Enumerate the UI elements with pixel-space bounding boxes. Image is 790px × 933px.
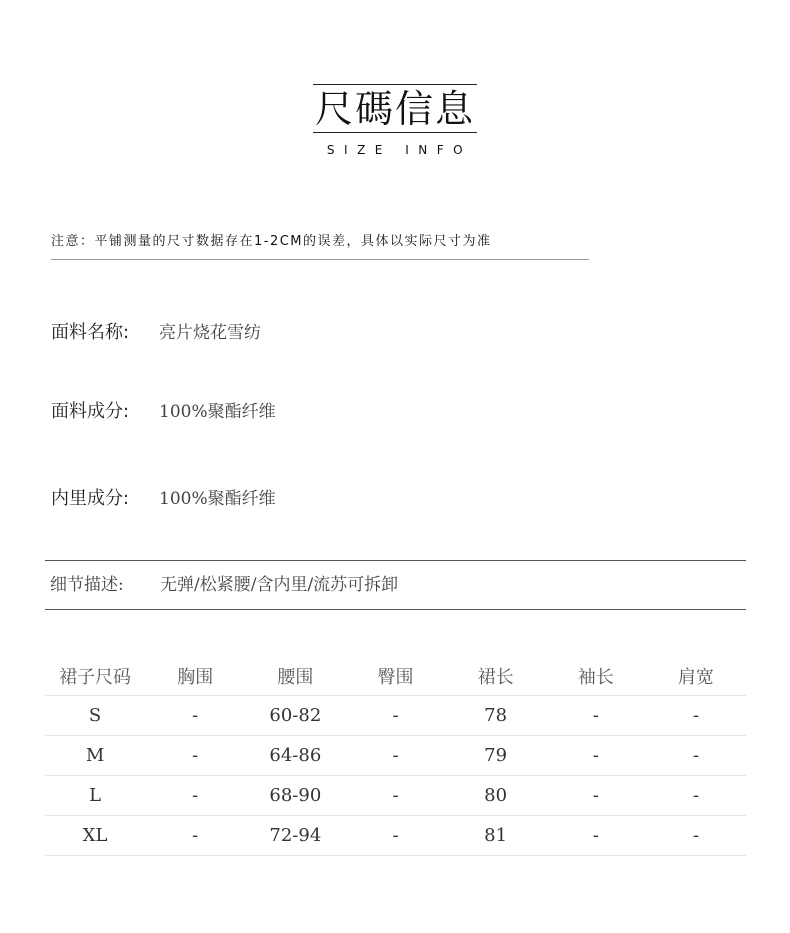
header-hip: 臀围 xyxy=(345,656,445,696)
title-bottom-rule xyxy=(313,132,477,133)
table-cell: 68-90 xyxy=(245,776,345,816)
table-cell: - xyxy=(145,736,245,776)
header-waist: 腰围 xyxy=(245,656,345,696)
table-cell: - xyxy=(646,816,746,856)
table-cell: L xyxy=(45,776,145,816)
size-table xyxy=(45,656,746,856)
table-row xyxy=(45,776,746,816)
spec-fabric-name xyxy=(51,318,261,344)
title-top-rule xyxy=(313,84,477,85)
table-cell: - xyxy=(145,776,245,816)
table-header-row xyxy=(45,656,746,696)
detail-description xyxy=(45,560,746,610)
table-cell: - xyxy=(546,736,646,776)
table-cell: 81 xyxy=(446,816,546,856)
table-cell: - xyxy=(145,816,245,856)
table-cell: - xyxy=(546,816,646,856)
spec-value: 亮片烧花雪纺 xyxy=(159,323,261,343)
table-row xyxy=(45,696,746,736)
spec-label: 面料名称: xyxy=(51,322,130,343)
table-cell: - xyxy=(546,776,646,816)
header-shoulder-width: 肩宽 xyxy=(646,656,746,696)
title-chinese: 尺碼信息 xyxy=(314,87,475,131)
table-cell: XL xyxy=(45,816,145,856)
table-cell: - xyxy=(646,696,746,736)
table-cell: 72-94 xyxy=(245,816,345,856)
spec-fabric-composition xyxy=(51,397,276,423)
spec-label: 内里成分: xyxy=(51,488,130,509)
table-cell: - xyxy=(646,736,746,776)
table-cell: - xyxy=(646,776,746,816)
spec-lining-composition xyxy=(51,484,276,510)
header-bust: 胸围 xyxy=(145,656,245,696)
table-cell: - xyxy=(145,696,245,736)
measurement-note: 注意：平铺测量的尺寸数据存在1-2CM的误差，具体以实际尺寸为准 xyxy=(51,230,589,260)
table-cell: 78 xyxy=(446,696,546,736)
header-skirt-length: 裙长 xyxy=(446,656,546,696)
table-row xyxy=(45,816,746,856)
detail-value: 无弹/松紧腰/含内里/流苏可拆卸 xyxy=(160,575,399,595)
spec-value: 100%聚酯纤维 xyxy=(159,402,276,422)
spec-label: 面料成分: xyxy=(51,401,130,422)
table-cell: M xyxy=(45,736,145,776)
section-title xyxy=(313,84,477,157)
title-english: SIZE INFO xyxy=(326,143,473,157)
table-cell: - xyxy=(546,696,646,736)
table-cell: - xyxy=(345,736,445,776)
table-cell: 80 xyxy=(446,776,546,816)
header-sleeve-length: 袖长 xyxy=(546,656,646,696)
table-cell: S xyxy=(45,696,145,736)
table-cell: 79 xyxy=(446,736,546,776)
table-cell: - xyxy=(345,776,445,816)
table-row xyxy=(45,736,746,776)
table-cell: - xyxy=(345,696,445,736)
spec-value: 100%聚酯纤维 xyxy=(159,489,276,509)
detail-label: 细节描述: xyxy=(50,575,124,595)
header-size: 裙子尺码 xyxy=(45,656,145,696)
table-cell: 60-82 xyxy=(245,696,345,736)
table-cell: - xyxy=(345,816,445,856)
table-cell: 64-86 xyxy=(245,736,345,776)
